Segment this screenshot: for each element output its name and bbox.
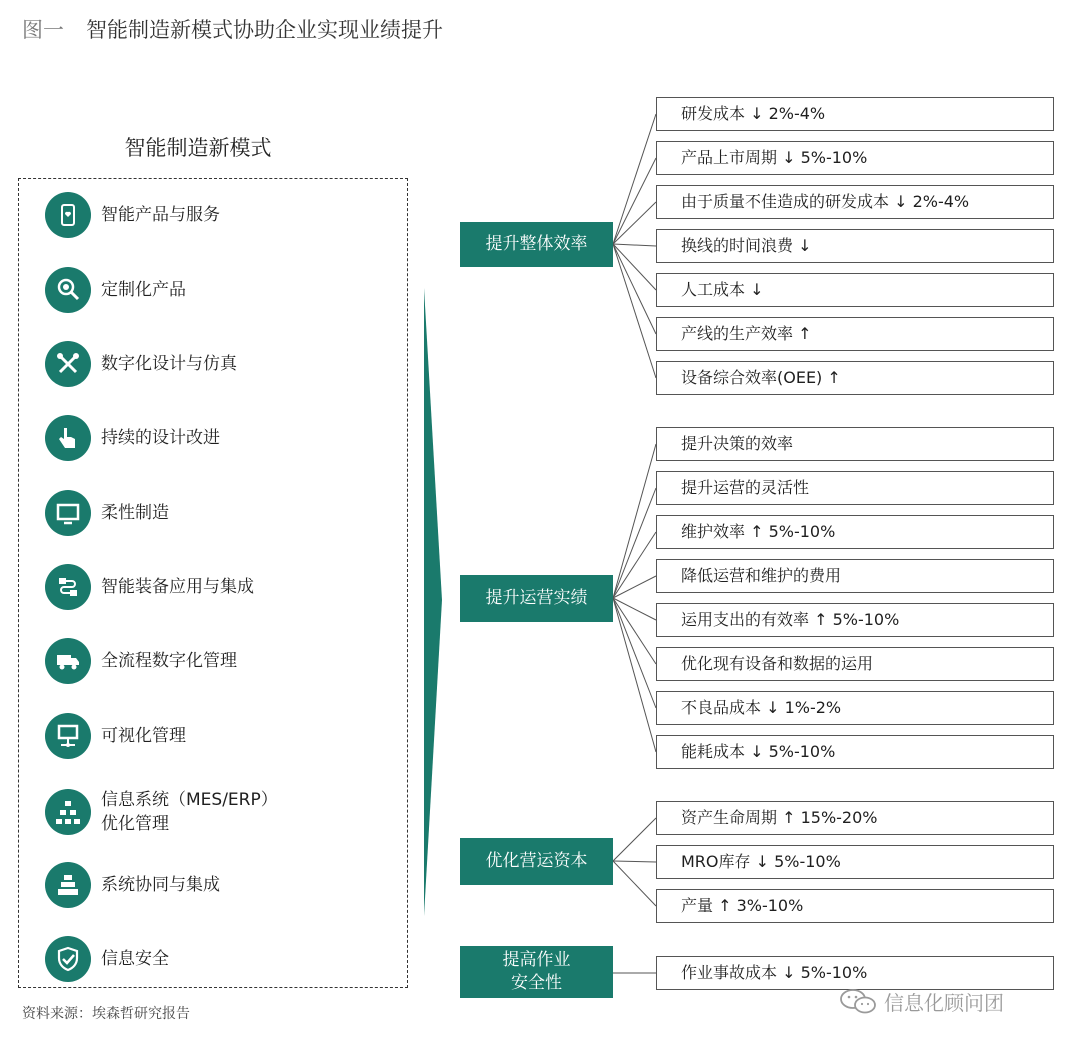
- category-working-capital: 优化营运资本: [460, 838, 613, 885]
- result-item: 不良品成本 ↓ 1%-2%: [656, 691, 1054, 725]
- layered-cake-icon: [45, 862, 91, 908]
- network-screen-icon: [45, 713, 91, 759]
- plug-icon: [45, 564, 91, 610]
- mode-item: [45, 862, 220, 908]
- wedge-arrow: [424, 288, 442, 916]
- mode-item: [45, 267, 186, 313]
- result-item: 能耗成本 ↓ 5%-10%: [656, 735, 1054, 769]
- mode-label: 信息安全: [101, 949, 169, 969]
- result-item: 优化现有设备和数据的运用: [656, 647, 1054, 681]
- mode-label: 数字化设计与仿真: [101, 354, 237, 374]
- result-item: 人工成本 ↓: [656, 273, 1054, 307]
- mode-label: 系统协同与集成: [101, 875, 220, 895]
- category-label-line2: 安全性: [511, 973, 562, 993]
- mode-item: [45, 713, 186, 759]
- category-overall-efficiency: 提升整体效率: [460, 222, 613, 267]
- mode-item: [45, 564, 254, 610]
- result-item: 换线的时间浪费 ↓: [656, 229, 1054, 263]
- figure-number: 图一: [22, 18, 64, 42]
- result-item: MRO库存 ↓ 5%-10%: [656, 845, 1054, 879]
- mode-label: 可视化管理: [101, 726, 186, 746]
- mode-label-line2: 优化管理: [101, 814, 169, 834]
- category-label-line1: 提高作业: [502, 950, 571, 970]
- mode-item: [45, 341, 237, 387]
- truck-icon: [45, 638, 91, 684]
- mode-item: [45, 936, 169, 982]
- mode-item: [45, 415, 220, 461]
- left-panel-title: 智能制造新模式: [124, 136, 272, 160]
- monitor-icon: [45, 490, 91, 536]
- wechat-icon: [838, 986, 878, 1016]
- result-item: 提升运营的灵活性: [656, 471, 1054, 505]
- mode-label: 智能产品与服务: [101, 205, 220, 225]
- result-item: 产品上市周期 ↓ 5%-10%: [656, 141, 1054, 175]
- mode-item: [45, 490, 169, 536]
- mode-label: 持续的设计改进: [101, 428, 220, 448]
- result-item: 由于质量不佳造成的研发成本 ↓ 2%-4%: [656, 185, 1054, 219]
- smart-device-icon: [45, 192, 91, 238]
- result-item: 降低运营和维护的费用: [656, 559, 1054, 593]
- result-item: 设备综合效率(OEE) ↑: [656, 361, 1054, 395]
- category-operational-performance: 提升运营实绩: [460, 575, 613, 622]
- category-work-safety: [460, 946, 613, 998]
- result-item: 运用支出的有效率 ↑ 5%-10%: [656, 603, 1054, 637]
- watermark-text: 信息化顾问团: [884, 990, 1004, 1015]
- mode-label: 智能装备应用与集成: [101, 577, 254, 597]
- mode-label: 柔性制造: [101, 503, 169, 523]
- connector-lines: [613, 114, 656, 973]
- result-item: 资产生命周期 ↑ 15%-20%: [656, 801, 1054, 835]
- hierarchy-icon: [45, 789, 91, 835]
- result-item: 作业事故成本 ↓ 5%-10%: [656, 956, 1054, 990]
- mode-item: [45, 638, 237, 684]
- mode-label-line1: 信息系统（MES/ERP）: [101, 790, 278, 810]
- mode-item: [45, 192, 220, 238]
- result-item: 产量 ↑ 3%-10%: [656, 889, 1054, 923]
- source-note: 资料来源：埃森哲研究报告: [22, 1006, 190, 1022]
- mode-label: 全流程数字化管理: [101, 651, 237, 671]
- mode-item: [45, 788, 278, 836]
- result-item: 产线的生产效率 ↑: [656, 317, 1054, 351]
- figure-title-text: 智能制造新模式协助企业实现业绩提升: [86, 18, 443, 42]
- magnifier-icon: [45, 267, 91, 313]
- pointing-hand-icon: [45, 415, 91, 461]
- mode-label: 定制化产品: [101, 280, 186, 300]
- mode-label: [101, 788, 278, 836]
- shield-check-icon: [45, 936, 91, 982]
- watermark: [838, 986, 1004, 1016]
- tools-icon: [45, 341, 91, 387]
- result-item: 提升决策的效率: [656, 427, 1054, 461]
- result-item: 维护效率 ↑ 5%-10%: [656, 515, 1054, 549]
- result-item: 研发成本 ↓ 2%-4%: [656, 97, 1054, 131]
